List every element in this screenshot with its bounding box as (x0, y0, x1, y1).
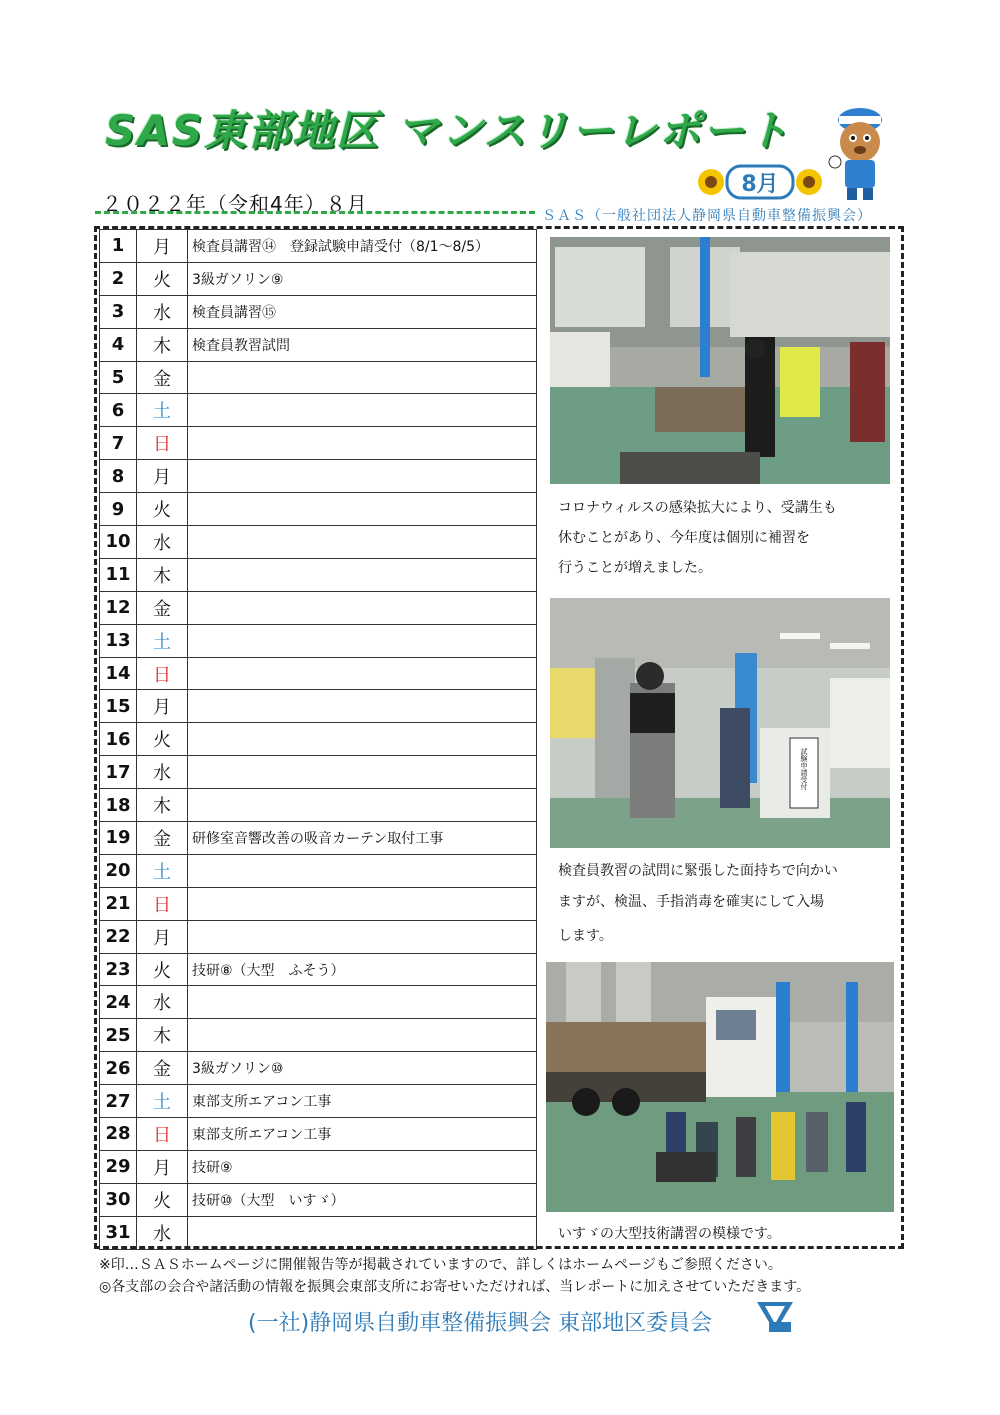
calendar-day-number: 23 (100, 953, 137, 986)
calendar-event (188, 460, 537, 493)
calendar-row (100, 1019, 537, 1052)
calendar-row (100, 1216, 537, 1249)
association-logo-icon (755, 1300, 795, 1334)
calendar-row (100, 262, 537, 295)
calendar-day-number: 12 (100, 591, 137, 624)
calendar-day-number: 24 (100, 986, 137, 1019)
calendar-weekday: 木 (137, 558, 188, 591)
calendar-row (100, 1085, 537, 1118)
exam-entrance-photo (550, 598, 890, 848)
photo-caption-line: 休むことがあり、今年度は個別に補習を (558, 530, 810, 546)
calendar-row (100, 657, 537, 690)
calendar-row (100, 295, 537, 328)
month-badge (695, 162, 825, 202)
calendar-day-number: 7 (100, 427, 137, 460)
calendar-row (100, 723, 537, 756)
calendar-weekday: 金 (137, 1052, 188, 1085)
calendar-day-number: 9 (100, 493, 137, 526)
calendar-row (100, 986, 537, 1019)
calendar-day-number: 6 (100, 394, 137, 427)
calendar-event: 3級ガソリン⑩ (188, 1052, 537, 1085)
calendar-weekday: 月 (137, 920, 188, 953)
calendar-weekday: 水 (137, 295, 188, 328)
calendar-event (188, 1216, 537, 1249)
calendar-weekday: 月 (137, 690, 188, 723)
calendar-weekday: 月 (137, 460, 188, 493)
sunflower-icon (796, 169, 822, 195)
calendar-row (100, 591, 537, 624)
calendar-event: 東部支所エアコン工事 (188, 1118, 537, 1151)
calendar-day-number: 1 (100, 230, 137, 263)
calendar-day-number: 31 (100, 1216, 137, 1249)
calendar-weekday: 土 (137, 624, 188, 657)
calendar-event (188, 624, 537, 657)
calendar-row (100, 328, 537, 361)
calendar-weekday: 水 (137, 526, 188, 559)
photo-caption-line: コロナウィルスの感染拡大により、受講生も (558, 500, 837, 516)
calendar-day-number: 17 (100, 756, 137, 789)
calendar-event: 検査員講習⑭ 登録試験申請受付（8/1～8/5） (188, 230, 537, 263)
calendar-event (188, 361, 537, 394)
photo-caption-line: いすゞの大型技術講習の模様です。 (558, 1226, 781, 1242)
calendar-weekday: 火 (137, 1183, 188, 1216)
calendar-weekday: 日 (137, 887, 188, 920)
calendar-row (100, 920, 537, 953)
calendar-weekday: 水 (137, 756, 188, 789)
calendar-event (188, 657, 537, 690)
month-badge-label: 8月 (741, 172, 779, 197)
calendar-event: 検査員講習⑮ (188, 295, 537, 328)
calendar-row (100, 953, 537, 986)
calendar-event (188, 558, 537, 591)
calendar-weekday: 日 (137, 1118, 188, 1151)
calendar-weekday: 火 (137, 493, 188, 526)
calendar-row (100, 427, 537, 460)
calendar-event (188, 854, 537, 887)
calendar-weekday: 木 (137, 328, 188, 361)
calendar-day-number: 13 (100, 624, 137, 657)
calendar-row (100, 1118, 537, 1151)
footnote: ※印…ＳＡＳホームページに開催報告等が掲載されていますので、詳しくはホームページもご参照ください。 (99, 1257, 782, 1273)
calendar-event: 東部支所エアコン工事 (188, 1085, 537, 1118)
organization-name: ＳＡＳ（一般社団法人静岡県自動車整備振興会） (542, 208, 872, 224)
calendar-event (188, 1019, 537, 1052)
photo-caption-line: 検査員教習の試問に緊張した面持ちで向かい (558, 863, 838, 879)
calendar-event (188, 427, 537, 460)
calendar-weekday: 火 (137, 953, 188, 986)
calendar-day-number: 11 (100, 558, 137, 591)
mascot-illustration (815, 100, 905, 205)
calendar-day-number: 15 (100, 690, 137, 723)
calendar-weekday: 月 (137, 1150, 188, 1183)
calendar-day-number: 30 (100, 1183, 137, 1216)
calendar-row (100, 361, 537, 394)
calendar-event (188, 723, 537, 756)
calendar-weekday: 金 (137, 361, 188, 394)
calendar-row (100, 1150, 537, 1183)
calendar-day-number: 29 (100, 1150, 137, 1183)
calendar-row (100, 558, 537, 591)
calendar-row (100, 460, 537, 493)
calendar-weekday: 火 (137, 262, 188, 295)
calendar-row (100, 526, 537, 559)
classroom-photo (550, 237, 890, 484)
calendar-weekday: 土 (137, 854, 188, 887)
calendar-day-number: 18 (100, 789, 137, 822)
calendar-event (188, 756, 537, 789)
calendar-event (188, 920, 537, 953)
committee-footer: (一社)静岡県自動車整備振興会 東部地区委員会 (248, 1311, 713, 1336)
calendar-event (188, 493, 537, 526)
calendar-day-number: 25 (100, 1019, 137, 1052)
calendar-event: 研修室音響改善の吸音カーテン取付工事 (188, 822, 537, 855)
exam-sign-text: 試験申請受付 (800, 748, 808, 790)
calendar-weekday: 日 (137, 657, 188, 690)
calendar-event: 技研⑨ (188, 1150, 537, 1183)
calendar-day-number: 28 (100, 1118, 137, 1151)
calendar-day-number: 20 (100, 854, 137, 887)
calendar-row (100, 1052, 537, 1085)
calendar-weekday: 火 (137, 723, 188, 756)
calendar-row (100, 887, 537, 920)
header-divider (95, 211, 535, 214)
calendar-weekday: 水 (137, 1216, 188, 1249)
calendar-day-number: 22 (100, 920, 137, 953)
report-date: ２０２２年（令和4年）８月 (102, 192, 368, 216)
calendar-weekday: 金 (137, 822, 188, 855)
calendar-row (100, 230, 537, 263)
photo-caption-line: します。 (558, 928, 613, 944)
calendar-weekday: 土 (137, 1085, 188, 1118)
calendar-row (100, 493, 537, 526)
calendar-event: 技研⑧（大型 ふそう） (188, 953, 537, 986)
calendar-weekday: 日 (137, 427, 188, 460)
calendar-weekday: 木 (137, 789, 188, 822)
calendar-event: 検査員教習試問 (188, 328, 537, 361)
calendar-row (100, 756, 537, 789)
calendar-event: 3級ガソリン⑨ (188, 262, 537, 295)
calendar-day-number: 26 (100, 1052, 137, 1085)
photo-caption-line: ますが、検温、手指消毒を確実にして入場 (558, 894, 824, 910)
calendar-weekday: 水 (137, 986, 188, 1019)
calendar-day-number: 21 (100, 887, 137, 920)
calendar-row (100, 854, 537, 887)
report-title: SAS東部地区 マンスリーレポート (105, 106, 791, 155)
footnote: ◎各支部の会合や諸活動の情報を振興会東部支所にお寄せいただければ、当レポートに加えさせていただきます。 (99, 1279, 811, 1295)
calendar-event: 技研⑩（大型 いすゞ） (188, 1183, 537, 1216)
calendar-day-number: 4 (100, 328, 137, 361)
calendar-event (188, 526, 537, 559)
calendar-day-number: 8 (100, 460, 137, 493)
calendar-event (188, 591, 537, 624)
calendar-day-number: 16 (100, 723, 137, 756)
photo-caption-line: 行うことが増えました。 (558, 560, 712, 576)
calendar-row (100, 789, 537, 822)
calendar-weekday: 金 (137, 591, 188, 624)
calendar-row (100, 822, 537, 855)
calendar-day-number: 2 (100, 262, 137, 295)
calendar-weekday: 木 (137, 1019, 188, 1052)
calendar-event (188, 887, 537, 920)
sunflower-icon (698, 169, 724, 195)
calendar-row (100, 624, 537, 657)
calendar-event (188, 789, 537, 822)
calendar-day-number: 3 (100, 295, 137, 328)
calendar-event (188, 690, 537, 723)
calendar-weekday: 月 (137, 230, 188, 263)
calendar-day-number: 14 (100, 657, 137, 690)
calendar-day-number: 19 (100, 822, 137, 855)
calendar-row (100, 394, 537, 427)
truck-workshop-photo (546, 962, 894, 1212)
calendar-event (188, 394, 537, 427)
calendar-table (99, 229, 537, 1250)
calendar-day-number: 27 (100, 1085, 137, 1118)
calendar-row (100, 690, 537, 723)
calendar-weekday: 土 (137, 394, 188, 427)
calendar-day-number: 10 (100, 526, 137, 559)
calendar-day-number: 5 (100, 361, 137, 394)
calendar-row (100, 1183, 537, 1216)
calendar-event (188, 986, 537, 1019)
